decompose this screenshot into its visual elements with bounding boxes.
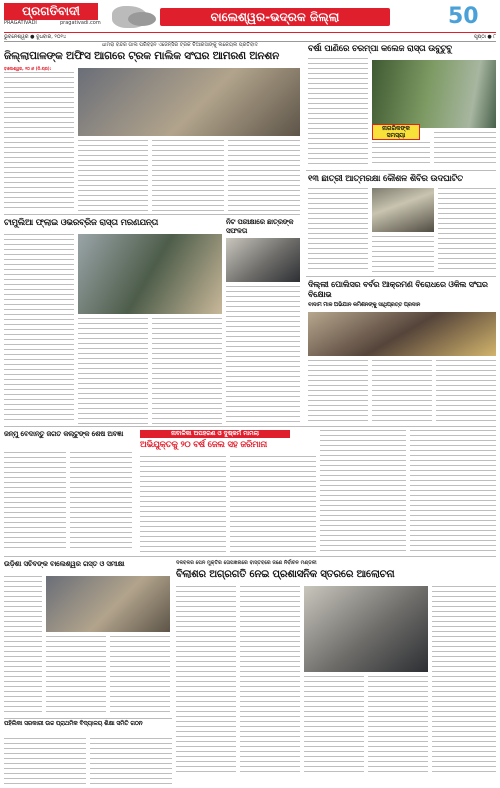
divider [4,426,496,427]
story4-photo [226,238,300,282]
story9-col1 [4,576,42,716]
story8-col1 [140,456,226,552]
story10-col4 [368,676,428,776]
district-map-shadow [128,12,156,26]
story10-col2 [240,586,300,776]
court-case-tag: ନାବାଳିକା ଅପହରଣ ଓ ଦୁଷ୍କର୍ମ ମାମଲା [140,430,290,438]
story9-col2 [46,636,106,716]
story3-headline[interactable]: ଟାମୁଲିଆ ଫ୍ଲାଇ ଓଭରବ୍ରିଜ ରାସ୍ତା ମରଣଯନ୍ତା [4,218,159,228]
story4-col1 [226,286,300,424]
newspaper-logo[interactable]: ପ୍ରଗତିବାଦୀ [4,3,98,20]
story8-col3 [320,430,406,552]
story4-headline[interactable]: ନିଟ ପରୀକ୍ଷାରେ ଛାତ୍ରଙ୍କ ସଫଳତା [226,218,294,235]
region-banner: ବାଲେଶ୍ୱର-ଭଦ୍ରକ ଜିଲ୍ଲା [160,8,390,26]
story8-headline[interactable]: ଅଭିଯୁକ୍ତକୁ ୨୦ ବର୍ଷ ଜେଲ ସହ ଜରିମାନା [140,440,268,450]
story11-headline[interactable]: ପହିଲିକା ସରକାରୀ ଉଚ୍ଚ ପ୍ରାଥମିକ ବିଦ୍ୟାଳୟ ଶିକ୍ଷା ସମିତି ଗଠନ [4,720,143,727]
dateline [4,32,496,42]
story1-kicker: ଧାମରା ବନ୍ଦର ଗାଲ ପରିବହନ ଏଜେନ୍ସିର ଟ୍ରକ ଚିଆରସାଙ୍କୁ ଲକେୟଲ ପ୍ରତିବାଦ [101,42,258,48]
story9-headline[interactable]: ଉଡ଼ିଶା ସଚିବଙ୍କ ବାଲେଶ୍ୱର ଗସ୍ତ ଓ ସମୀକ୍ଷା [4,560,125,568]
site-url[interactable]: pragativadi.com [60,20,101,26]
local-problem-tag: ନାଗରିକଙ୍କ ସମସ୍ୟା [372,124,420,140]
story5-col1 [308,188,368,272]
story7-headline[interactable]: ଜନ୍ମୁ ବେଦାନ୍ତୁ ଜଗତ କଲ୍ଟୁଙ୍କ ଶେଷ ଅବଜ୍ଞା [4,430,124,438]
story6-col1 [308,360,368,424]
story9-col3 [110,636,170,716]
story6-col3 [436,360,496,424]
story2-headline[interactable]: ବର୍ଷା ପାଣିରେ ଚରମ୍ପା କଲେଜ ରାସ୍ତା ଉବୁଟୁବୁ [308,44,453,54]
story6-headline[interactable]: ଦିଲ୍ଲୀ ପୋଲିସର ବର୍ବର ଆକ୍ରମଣ ବିରୋଧରେ ଓକିଲ ସଂଘର ବିକ୍ଷୋଭ [308,280,488,299]
story8-col4 [410,430,496,552]
story1-col4 [228,140,300,212]
story3-photo [78,234,222,314]
divider [306,170,496,171]
story5-photo [372,188,434,232]
story3-col1 [4,234,74,424]
story11-col1 [4,738,86,784]
story10-headline[interactable]: ବିଲାଶର ଅଗ୍ରଗତି ନେଇ ପ୍ରଶାସନିକ ସ୍ତରରେ ଆଲୋଚନା [176,569,395,580]
page-number: ପୃଷ୍ଠା ● ୮ [473,34,496,40]
story10-photo [304,586,428,672]
story1-byline: ବାଲେଶ୍ୱର, ୨୦।୬ (ନି.ପ୍ର): [4,66,52,71]
story3-col3 [152,318,222,424]
story5-col3 [438,188,496,272]
story9-photo [46,576,170,632]
story1-col3 [152,140,224,212]
story10-col3 [304,676,364,776]
story11-col2 [90,738,172,784]
masthead [0,0,500,30]
story2-col3 [434,132,496,166]
story7-col2 [70,452,132,552]
story6-subhead[interactable]: ବାଦାମ ମାଳ ଅଭିଯାନ କମିଶନଙ୍କୁ ସାଥିପ୍ରତ୍ତ ପ୍ରଦାନ [308,302,421,308]
divider [4,556,496,557]
story10-kicker: ଦଳବଳର ପେନ ମୁକ୍ତିର ତୋପଖନାରେ ବାସ୍ତବରେ ଜଣେ ନିର୍ବାଚନ ମଣ୍ଡଳୀ [176,560,317,566]
story3-col2 [78,318,148,424]
story2-col2 [372,142,430,166]
logo-subtitle: PRAGATIVADI [4,20,37,26]
divider [306,276,496,277]
story7-col1 [4,452,66,552]
story1-col1 [4,72,74,212]
story1-photo [78,68,300,136]
story5-col2 [372,236,434,272]
story8-col2 [230,456,316,552]
anniversary-logo: 50 [448,4,479,29]
story10-col1 [176,586,236,776]
divider [4,718,172,719]
divider [4,214,300,215]
story1-headline[interactable]: ଜିଲ୍ଲାପାଳଙ୍କ ଅଫିସ ଆଗରେ ଟ୍ରକ ମାଲିକ ସଂଘର ଆମରଣ ଅନଶନ [4,50,280,62]
story5-headline[interactable]: ୧୩ ଛାତ୍ରୀ ଆତ୍ମରକ୍ଷା କୌଶଳ ଶିବିର ଉଦଘାଟିତ [308,174,463,184]
story6-col2 [372,360,432,424]
story1-col2 [78,140,148,212]
story2-col1 [308,58,368,164]
date-text: ଭୁବନେଶ୍ୱର ● ବୁଧବାର, ୨୦୨୪ [4,34,67,40]
story6-photo [308,312,496,356]
story2-photo [372,60,496,128]
story10-col5 [432,586,496,776]
